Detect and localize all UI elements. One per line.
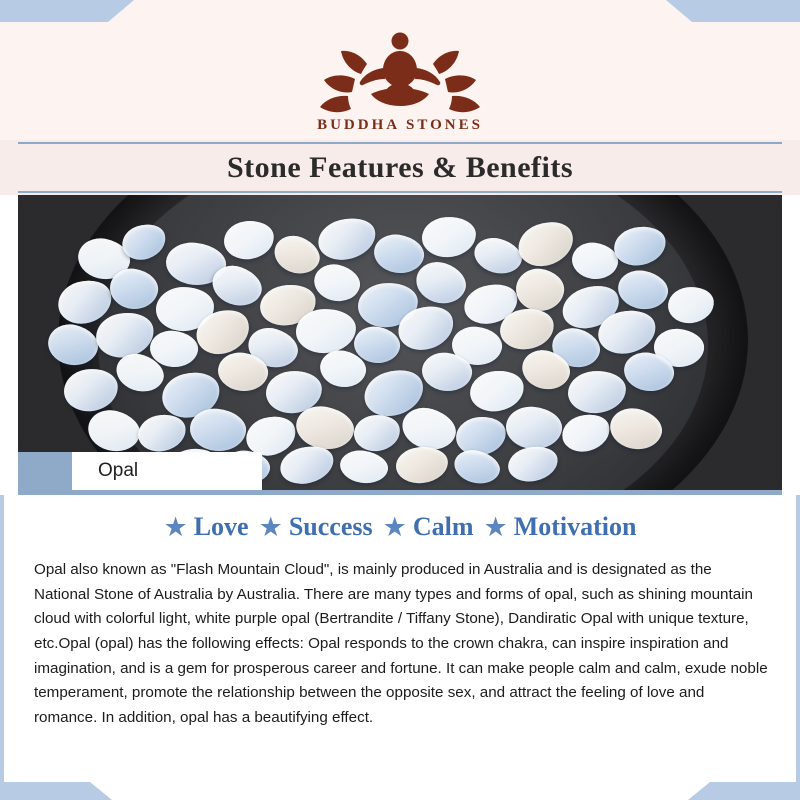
star-icon: ★ bbox=[382, 511, 407, 542]
lotus-meditation-figure-icon bbox=[305, 24, 495, 116]
photo-bottom-rule bbox=[18, 490, 782, 495]
product-photo bbox=[18, 195, 782, 490]
bottom-right-accent-triangle bbox=[688, 782, 710, 800]
keyword-label: Success bbox=[288, 512, 373, 541]
page-title: Stone Features & Benefits bbox=[226, 150, 574, 184]
left-side-rule bbox=[0, 495, 4, 785]
benefit-keywords bbox=[0, 512, 800, 542]
top-left-accent-triangle bbox=[108, 0, 134, 22]
bottom-left-accent-triangle bbox=[90, 782, 112, 800]
top-left-accent-bar bbox=[0, 0, 108, 22]
keyword-label: Motivation bbox=[513, 512, 637, 541]
keyword-label: Calm bbox=[412, 512, 474, 541]
top-right-accent-bar bbox=[692, 0, 800, 22]
caption-accent-block bbox=[18, 452, 74, 490]
opal-stone-cluster bbox=[18, 195, 782, 490]
stone-description: Opal also known as "Flash Mountain Cloud", is mainly produced in Australia and is designated as the National Stone of Australia by Australia. There are many types and forms of opal, such as shining mountain cloud with colorful light, white purple opal (Bertrandite / Tiffany Stone), Dandiratic Opal with unique texture, etc.Opal (opal) has the following effects: Opal responds to the crown chakra, can inspire inspiration and imagination, and is a gem for prosperous career and fortune. It can make people calm and calm, exude noble temperament, promote the relationship between the opposite sex, and attract the feeling of love and romance. In addition, opal has a beautifying effect. bbox=[34, 561, 768, 726]
stone-name-text: Opal bbox=[98, 460, 139, 481]
star-icon: ★ bbox=[163, 511, 188, 542]
bottom-left-accent-bar bbox=[0, 782, 90, 800]
bottom-right-accent-bar bbox=[710, 782, 800, 800]
keyword-label: Love bbox=[193, 512, 249, 541]
star-icon: ★ bbox=[483, 511, 508, 542]
top-right-accent-triangle bbox=[666, 0, 692, 22]
stone-name-label bbox=[72, 452, 262, 490]
title-top-rule bbox=[18, 142, 782, 144]
brand-logo bbox=[0, 24, 800, 121]
title-bottom-rule bbox=[18, 191, 782, 193]
brand-name: BUDDHA STONES bbox=[317, 117, 483, 133]
keyword-item bbox=[383, 512, 474, 542]
keyword-item bbox=[259, 512, 373, 542]
keyword-item bbox=[484, 512, 637, 542]
section-title-bar bbox=[0, 140, 800, 195]
right-side-rule bbox=[796, 495, 800, 785]
keyword-item bbox=[164, 512, 249, 542]
star-icon: ★ bbox=[258, 511, 283, 542]
